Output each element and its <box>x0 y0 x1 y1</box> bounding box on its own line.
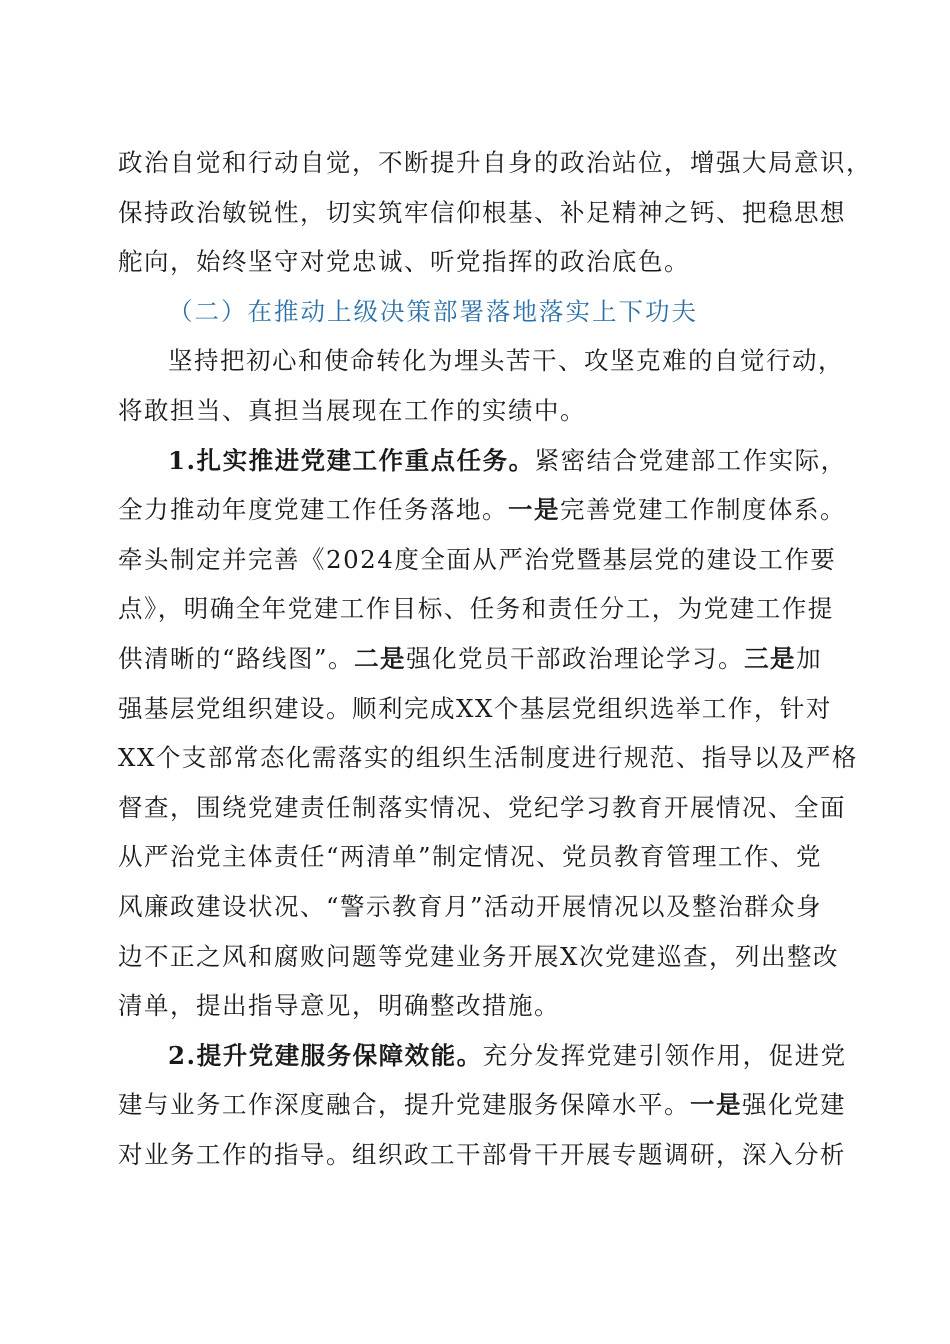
paragraph-line: XX个支部常态化需落实的组织生活制度进行规范、指导以及严格 <box>118 743 858 773</box>
paragraph-line: 对业务工作的指导。组织政工干部骨干开展专题调研，深入分析 <box>118 1139 846 1169</box>
paragraph-line: 牵头制定并完善《2024度全面从严治党暨基层党的建设工作要 <box>118 544 837 574</box>
text-span: 供清晰的“路线图”。 <box>118 643 355 673</box>
item-1-text: 紧密结合党建部工作实际， <box>534 445 847 475</box>
paragraph-line: 督查，围绕党建责任制落实情况、党纪学习教育开展情况、全面 <box>118 792 846 822</box>
section-heading: （二）在推动上级决策部署落地落实上下功夫 <box>168 296 698 326</box>
text-span: 强化党员干部政治理论学习。 <box>406 643 745 673</box>
text-span: 强化党建 <box>742 1090 846 1120</box>
emphasis-label: 二是 <box>354 643 407 673</box>
text-span: 全力推动年度党建工作任务落地。 <box>118 495 508 525</box>
text-span: 完善党建工作制度体系。 <box>560 495 846 525</box>
paragraph-line: 政治自觉和行动自觉，不断提升自身的政治站位，增强大局意识， <box>118 148 872 177</box>
item-1-title: 1.扎实推进党建工作重点任务。 <box>168 445 535 475</box>
paragraph-line: 边不正之风和腐败问题等党建业务开展X次党建巡查，列出整改 <box>118 941 839 971</box>
paragraph-line <box>118 1080 846 1130</box>
paragraph-line: 从严治党主体责任“两清单”制定情况、党员教育管理工作、党 <box>118 842 823 872</box>
paragraph-line: 点》，明确全年党建工作目标、任务和责任分工，为党建工作提 <box>118 594 834 624</box>
item-2-first-line <box>118 1031 847 1081</box>
paragraph-line: 风廉政建设状况、“警示教育月”活动开展情况以及整治群众身 <box>118 891 823 921</box>
paragraph-line: 保持政治敏锐性，切实筑牢信仰根基、补足精神之钙、把稳思想 <box>118 197 846 227</box>
paragraph-line: 清单，提出指导意见，明确整改措施。 <box>118 991 560 1021</box>
text-span: 加 <box>796 643 823 673</box>
paragraph-line: 将敢担当、真担当展现在工作的实绩中。 <box>118 395 586 425</box>
paragraph-line <box>118 634 828 684</box>
paragraph-line: 舵向，始终坚守对党忠诚、听党指挥的政治底色。 <box>118 247 690 277</box>
item-1-first-line <box>118 436 847 486</box>
paragraph-line: 强基层党组织建设。顺利完成XX个基层党组织选举工作，针对 <box>118 693 832 723</box>
paragraph-line: 坚持把初心和使命转化为埋头苦干、攻坚克难的自觉行动， <box>168 346 844 376</box>
item-2-text: 充分发挥党建引领作用，促进党 <box>482 1040 847 1070</box>
text-span: 建与业务工作深度融合，提升党建服务保障水平。 <box>118 1090 690 1120</box>
emphasis-label: 一是 <box>508 495 560 525</box>
document-body <box>118 138 872 1179</box>
emphasis-label: 三是 <box>744 643 797 673</box>
paragraph-line <box>118 485 846 535</box>
emphasis-label: 一是 <box>690 1090 742 1120</box>
item-2-title: 2.提升党建服务保障效能。 <box>168 1040 483 1070</box>
